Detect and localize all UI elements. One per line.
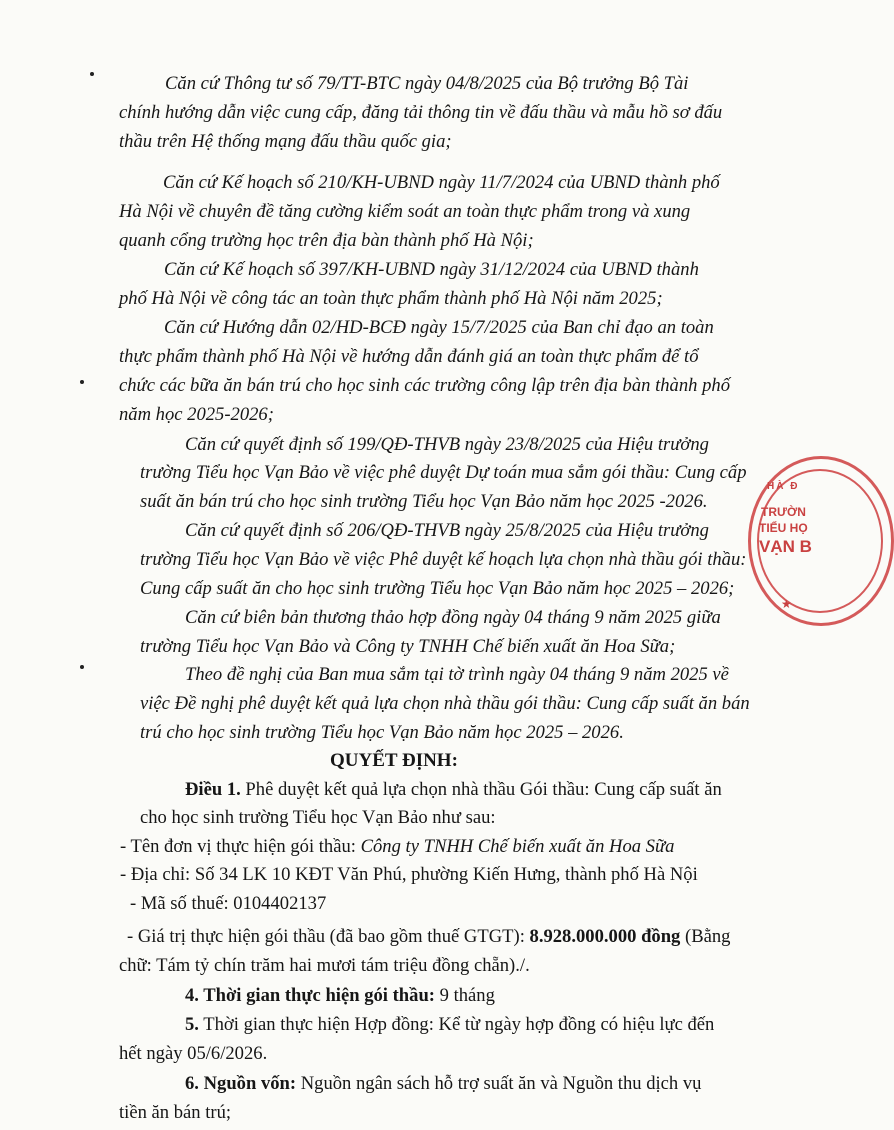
item-4-label: 4. Thời gian thực hiện gói thầu:: [185, 985, 435, 1006]
contractor-name: Công ty TNHH Chế biến xuất ăn Hoa Sữa: [360, 836, 675, 857]
margin-mark: [90, 72, 94, 76]
text-line: trường Tiểu học Vạn Bảo về việc Phê duyệt kế hoạch lựa chọn nhà thầu gói thầu:: [140, 549, 747, 570]
item-4-value: 9 tháng: [434, 985, 495, 1006]
margin-mark: [80, 665, 84, 669]
seal-text: HÀ Đ: [767, 481, 800, 492]
item-6: [185, 1072, 701, 1096]
item-4: [185, 984, 495, 1008]
text-line: hết ngày 05/6/2026.: [119, 1043, 268, 1064]
text-line: trú cho học sinh trường Tiểu học Vạn Bảo năm học 2025 – 2026.: [140, 722, 624, 743]
seal-text: VẠN B: [759, 537, 812, 556]
contractor-line: [120, 835, 674, 859]
decision-heading: QUYẾT ĐỊNH:: [330, 750, 458, 771]
contract-value-amount: 8.928.000.000 đồng: [529, 926, 681, 947]
item-5-text: Thời gian thực hiện Hợp đồng: Kể từ ngày hợp đồng có hiệu lực đến: [198, 1014, 715, 1035]
text-line: phố Hà Nội về công tác an toàn thực phẩm thành phố Hà Nội năm 2025;: [119, 288, 663, 309]
text-line: quanh cổng trường học trên địa bàn thành phố Hà Nội;: [119, 230, 534, 251]
text-line: Căn cứ Hướng dẫn 02/HD-BCĐ ngày 15/7/2025 của Ban chỉ đạo an toàn: [164, 317, 714, 338]
text-line: suất ăn bán trú cho học sinh trường Tiểu học Vạn Bảo năm học 2025 -2026.: [140, 491, 708, 512]
school-seal-stamp: [748, 456, 894, 626]
text-line: Căn cứ quyết định số 199/QĐ-THVB ngày 23/8/2025 của Hiệu trưởng: [185, 434, 709, 455]
article-1-label: Điều 1.: [185, 779, 241, 800]
article-1: [185, 778, 722, 802]
item-5-label: 5.: [185, 1014, 199, 1035]
text-line: trường Tiểu học Vạn Bảo và Công ty TNHH Chế biến xuất ăn Hoa Sữa;: [140, 636, 676, 657]
text-line: Căn cứ quyết định số 206/QĐ-THVB ngày 25/8/2025 của Hiệu trưởng: [185, 520, 709, 541]
text-line: chính hướng dẫn việc cung cấp, đăng tải thông tin về đấu thầu và mẫu hồ sơ đấu: [119, 102, 723, 123]
contractor-label: - Tên đơn vị thực hiện gói thầu:: [120, 836, 361, 857]
item-6-text: Nguồn ngân sách hỗ trợ suất ăn và Nguồn thu dịch vụ: [296, 1073, 702, 1094]
item-6-label: 6. Nguồn vốn:: [185, 1073, 297, 1094]
text-line: chữ: Tám tỷ chín trăm hai mươi tám triệu đồng chẵn)./.: [119, 955, 530, 976]
star-icon: ★: [781, 597, 792, 611]
text-line: tiền ăn bán trú;: [119, 1102, 232, 1123]
address-line: - Địa chỉ: Số 34 LK 10 KĐT Văn Phú, phường Kiến Hưng, thành phố Hà Nội: [120, 864, 698, 885]
contract-value-label: - Giá trị thực hiện gói thầu (đã bao gồm thuế GTGT):: [127, 926, 530, 947]
text-line: Căn cứ Kế hoạch số 210/KH-UBND ngày 11/7/2024 của UBND thành phố: [163, 172, 720, 193]
seal-text: TIỂU HỌ: [759, 521, 808, 535]
contract-value-line: [127, 925, 730, 949]
margin-mark: [80, 380, 84, 384]
text-line: trường Tiểu học Vạn Bảo về việc phê duyệt Dự toán mua sắm gói thầu: Cung cấp: [140, 462, 747, 483]
article-1-text: Phê duyệt kết quả lựa chọn nhà thầu Gói thầu: Cung cấp suất ăn: [240, 779, 722, 800]
seal-text: TRƯỜN: [761, 505, 806, 519]
text-line: cho học sinh trường Tiểu học Vạn Bảo như sau:: [140, 807, 496, 828]
text-line: chức các bữa ăn bán trú cho học sinh các trường công lập trên địa bàn thành phố: [119, 375, 730, 396]
text-line: Căn cứ biên bản thương thảo hợp đồng ngày 04 tháng 9 năm 2025 giữa: [185, 607, 721, 628]
item-5: [185, 1013, 714, 1037]
tax-code-line: - Mã số thuế: 0104402137: [130, 893, 327, 914]
text-line: Theo đề nghị của Ban mua sắm tại tờ trình ngày 04 tháng 9 năm 2025 về: [185, 664, 729, 685]
text-line: Căn cứ Thông tư số 79/TT-BTC ngày 04/8/2025 của Bộ trưởng Bộ Tài: [165, 73, 689, 94]
text-line: Cung cấp suất ăn cho học sinh trường Tiểu học Vạn Bảo năm học 2025 – 2026;: [140, 578, 735, 599]
text-line: Hà Nội về chuyên đề tăng cường kiểm soát an toàn thực phẩm trong và xung: [119, 201, 691, 222]
contract-value-tail: (Bằng: [680, 926, 731, 947]
text-line: thầu trên Hệ thống mạng đấu thầu quốc gia;: [119, 131, 452, 152]
text-line: việc Đề nghị phê duyệt kết quả lựa chọn nhà thầu gói thầu: Cung cấp suất ăn bán: [140, 693, 750, 714]
text-line: Căn cứ Kế hoạch số 397/KH-UBND ngày 31/12/2024 của UBND thành: [164, 259, 699, 280]
text-line: năm học 2025-2026;: [119, 404, 274, 425]
text-line: thực phẩm thành phố Hà Nội về hướng dẫn đánh giá an toàn thực phẩm để tổ: [119, 346, 699, 367]
